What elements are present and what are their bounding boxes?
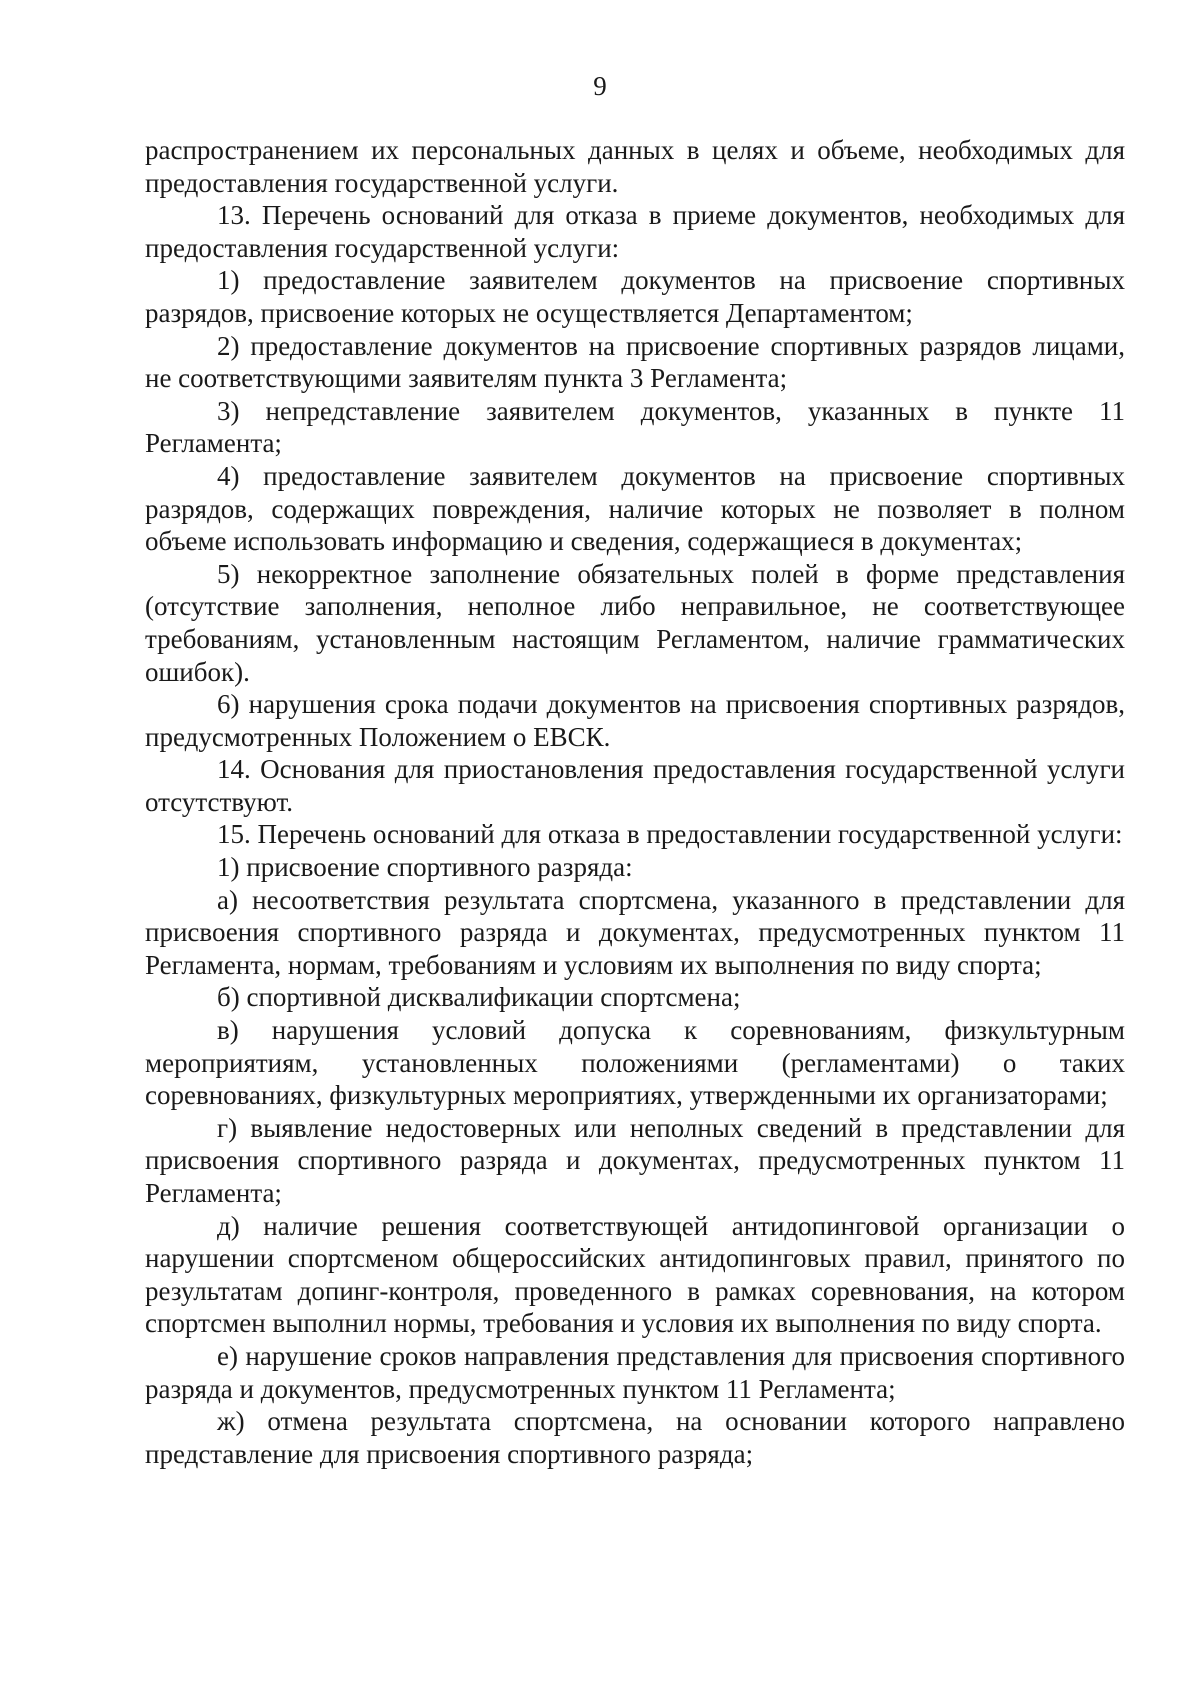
paragraph-13-sub-5: 5) некорректное заполнение обязательных полей в форме представления (отсутствие заполнения, неполное либо неправильное, не соответствующее требованиям, установленным настоящим Регламентом, наличие грамматических ошибок). (145, 558, 1125, 687)
paragraph-13-sub-2: 2) предоставление документов на присвоение спортивных разрядов лицами, не соответствующими заявителям пункта 3 Регламента; (145, 330, 1125, 394)
paragraph-15-sub-b: б) спортивной дисквалификации спортсмена; (217, 982, 741, 1013)
paragraph-15-sub-d: д) наличие решения соответствующей антидопинговой организации о нарушении спортсменом общероссийских антидопинговых правил, принятого по результатам допинг-контроля, проведенного в рамках соревнования, на котором спортсмен выполнил нормы, требования и условия их выполнения по виду спорта. (145, 1210, 1125, 1339)
paragraph-15-sub-1: 1) присвоение спортивного разряда: (217, 852, 633, 883)
paragraph-13-sub-3: 3) непредставление заявителем документов, указанных в пункте 11 Регламента; (145, 395, 1125, 459)
paragraph-item-13: 13. Перечень оснований для отказа в приеме документов, необходимых для предоставления государственной услуги: (145, 200, 1125, 263)
paragraph-item-15: 15. Перечень оснований для отказа в предоставлении государственной услуги: (217, 819, 1123, 850)
paragraph-13-sub-6: 6) нарушения срока подачи документов на присвоения спортивных разрядов, предусмотренных Положением о ЕВСК. (145, 689, 1125, 752)
page-number: 9 (593, 71, 607, 101)
paragraph-15-sub-v: в) нарушения условий допуска к соревнованиям, физкультурным мероприятиям, установленных положениями (регламентами) о таких соревнованиях, физкультурных мероприятиях, утвержденными их организаторами; (145, 1015, 1125, 1111)
paragraph-13-sub-4: 4) предоставление заявителем документов на присвоение спортивных разрядов, содержащих повреждения, наличие которых не позволяет в полном объеме использовать информацию и сведения, содержащиеся в документах; (145, 460, 1125, 557)
paragraph-15-sub-g: г) выявление недостоверных или неполных сведений в представлении для присвоения спортивного разряда и документах, предусмотренных пунктом 11 Регламента; (145, 1112, 1125, 1208)
paragraph-13-sub-1: 1) предоставление заявителем документов на присвоение спортивных разрядов, присвоение которых не осуществляется Департаментом; (145, 265, 1125, 328)
paragraph-15-sub-e: е) нарушение сроков направления представления для присвоения спортивного разряда и документов, предусмотренных пунктом 11 Регламента; (145, 1340, 1125, 1404)
paragraph-continuation: распространением их персональных данных в целях и объеме, необходимых для предоставления государственной услуги. (145, 135, 1125, 198)
paragraph-15-sub-zh: ж) отмена результата спортсмена, на основании которого направлено представление для присвоения спортивного разряда; (145, 1406, 1125, 1469)
document-body (145, 134, 1125, 1470)
paragraph-15-sub-a: а) несоответствия результата спортсмена, указанного в представлении для присвоения спортивного разряда и документах, предусмотренных пунктом 11 Регламента, нормам, требованиям и условиям их выполнения по виду спорта; (145, 884, 1125, 980)
paragraph-item-14: 14. Основания для приостановления предоставления государственной услуги отсутствуют. (145, 754, 1125, 817)
